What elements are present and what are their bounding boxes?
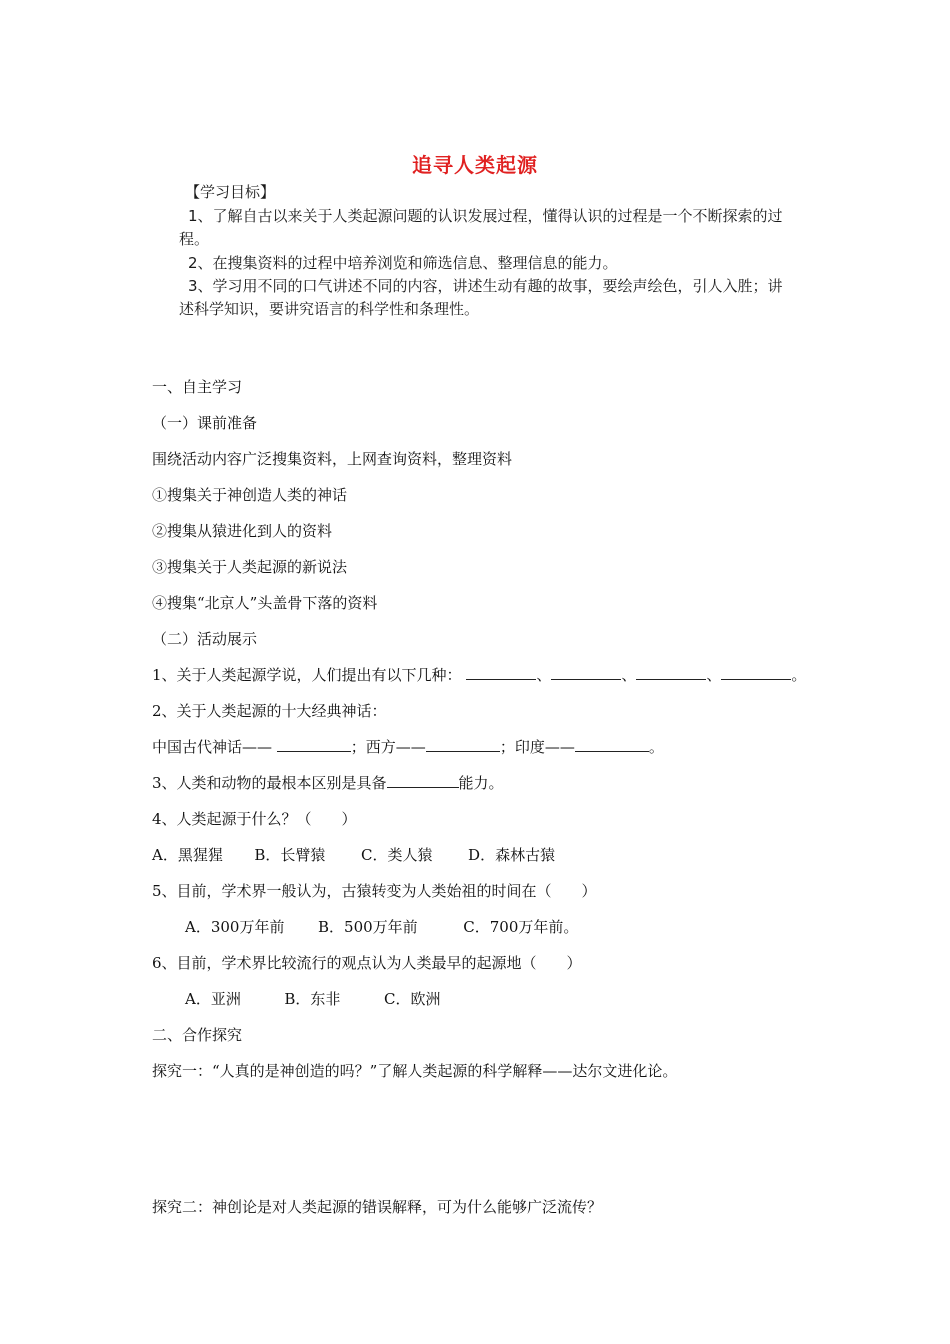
answer-blank[interactable]	[466, 665, 536, 680]
answer-blank-india[interactable]	[575, 737, 649, 752]
page-title: 追寻人类起源	[412, 153, 538, 177]
subsection-1-heading: （一）课前准备	[152, 414, 258, 432]
question-5: 5、目前，学术界一般认为，古猿转变为人类始祖的时间在（ ）	[152, 882, 597, 900]
question-4: 4、人类起源于什么？（ ）	[152, 810, 357, 828]
prep-item-2: ②搜集从猿进化到人的资料	[152, 522, 333, 540]
answer-blank-west[interactable]	[426, 737, 500, 752]
question-3-tail: 能力。	[458, 774, 504, 792]
objective-1-line-2: 程。	[179, 230, 210, 248]
question-1-text: 1、关于人类起源学说，人们提出有以下几种：	[152, 666, 462, 684]
prep-item-3: ③搜集关于人类起源的新说法	[152, 558, 348, 576]
india-label: ；印度——	[499, 738, 575, 756]
answer-blank[interactable]	[636, 665, 706, 680]
option-d[interactable]: D．森林古猿	[468, 846, 556, 864]
objective-2: 2、在搜集资料的过程中培养浏览和筛选信息、整理信息的能力。	[188, 254, 618, 272]
explore-2: 探究二：神创论是对人类起源的错误解释，可为什么能够广泛流传？	[152, 1198, 603, 1216]
prep-item-1: ①搜集关于神创造人类的神话	[152, 486, 348, 504]
west-label: ；西方——	[350, 738, 426, 756]
option-c[interactable]: C．欧洲	[384, 990, 441, 1008]
question-4-options	[152, 844, 555, 865]
objective-3-line-1: 3、学习用不同的口气讲述不同的内容，讲述生动有趣的故事，要绘声绘色，引人入胜；讲	[188, 277, 783, 295]
question-6-options	[185, 988, 440, 1009]
section-2-heading: 二、合作探究	[152, 1026, 243, 1044]
option-a[interactable]: A．300万年前	[185, 918, 285, 936]
china-label: 中国古代神话——	[152, 738, 273, 756]
option-a[interactable]: A．亚洲	[185, 990, 241, 1008]
subsection-2-heading: （二）活动展示	[152, 630, 258, 648]
question-3-text: 3、人类和动物的最根本区别是具备	[152, 774, 387, 792]
separator: 、	[706, 666, 722, 684]
question-2-myths	[152, 736, 664, 757]
option-b[interactable]: B．东非	[284, 990, 341, 1008]
option-c[interactable]: C．700万年前。	[463, 918, 579, 936]
question-6: 6、目前，学术界比较流行的观点认为人类最早的起源地（ ）	[152, 954, 582, 972]
question-3	[152, 772, 504, 793]
section-1-heading: 一、自主学习	[152, 378, 243, 396]
option-b[interactable]: B．500万年前	[318, 918, 418, 936]
objectives-heading: 【学习目标】	[185, 183, 276, 201]
answer-blank[interactable]	[721, 665, 791, 680]
objective-3-line-2: 述科学知识，要讲究语言的科学性和条理性。	[179, 300, 480, 318]
option-c[interactable]: C．类人猿	[361, 846, 433, 864]
explore-1: 探究一：“人真的是神创造的吗？”了解人类起源的科学解释——达尔文进化论。	[152, 1062, 678, 1080]
question-1-end: 。	[791, 666, 807, 684]
question-2-end: 。	[648, 738, 664, 756]
separator: 、	[536, 666, 552, 684]
option-b[interactable]: B．长臂猿	[254, 846, 326, 864]
answer-blank[interactable]	[387, 773, 459, 788]
question-1	[152, 664, 806, 685]
option-a[interactable]: A．黑猩猩	[152, 846, 223, 864]
question-5-options	[185, 916, 578, 937]
prep-item-4: ④搜集“北京人”头盖骨下落的资料	[152, 594, 378, 612]
separator: 、	[621, 666, 637, 684]
question-2: 2、关于人类起源的十大经典神话：	[152, 702, 387, 720]
objective-1-line-1: 1、了解自古以来关于人类起源问题的认识发展过程，懂得认识的过程是一个不断探索的过	[188, 207, 783, 225]
answer-blank-china[interactable]	[277, 737, 351, 752]
answer-blank[interactable]	[551, 665, 621, 680]
prep-intro: 围绕活动内容广泛搜集资料，上网查询资料，整理资料	[152, 450, 513, 468]
